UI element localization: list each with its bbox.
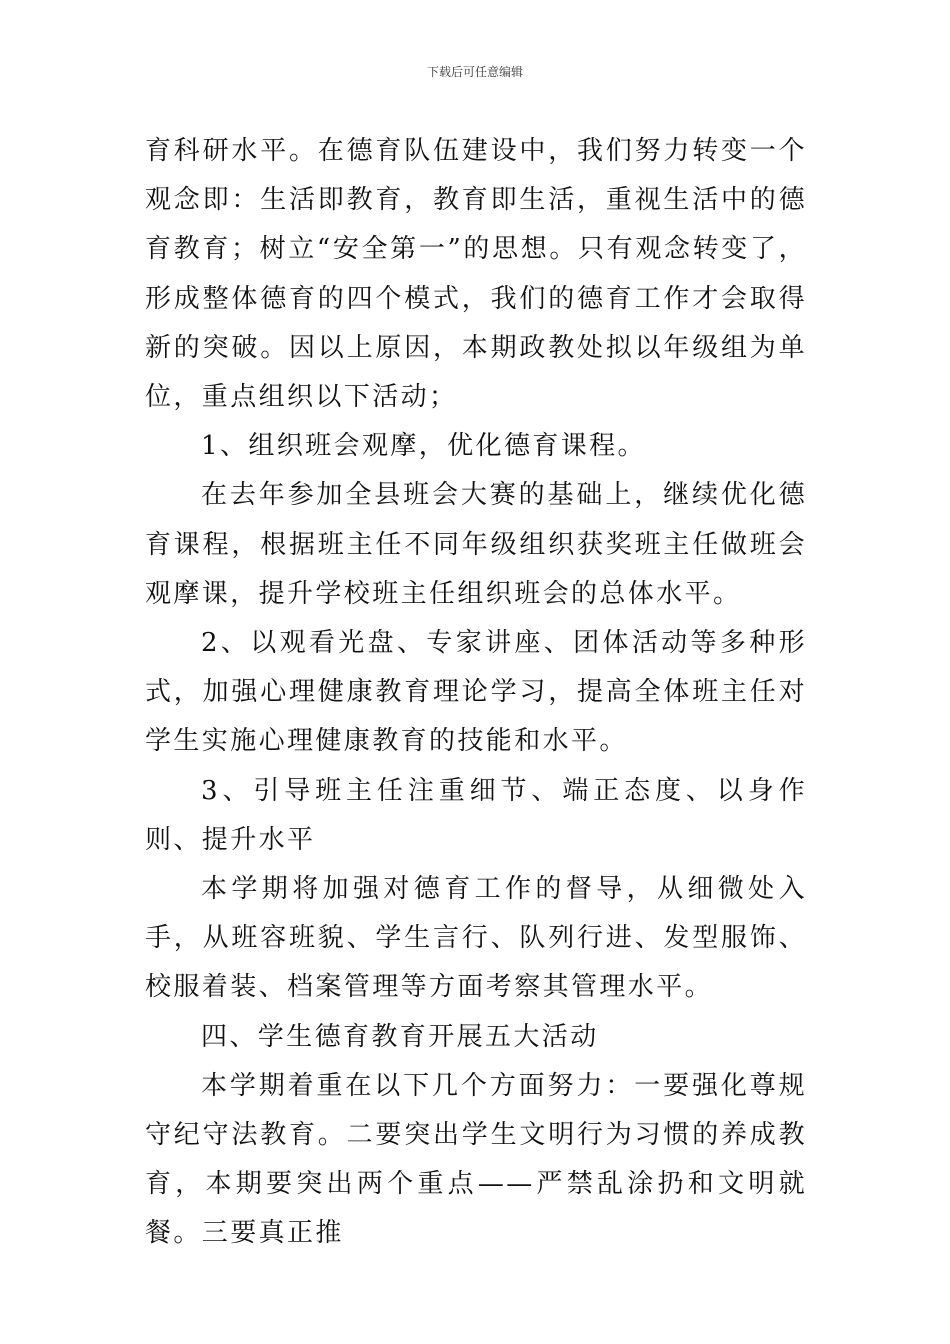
paragraph: 在去年参加全县班会大赛的基础上，继续优化德育课程，根据班主任不同年级组织获奖班主任做班会观摩课，提升学校班主任组织班会的总体水平。 (145, 480, 807, 609)
paragraph-continuation: 育科研水平。在德育队伍建设中，我们努力转变一个观念即：生活即教育，教育即生活，重视生活中的德育教育；树立“安全第一”的思想。只有观念转变了，形成整体德育的四个模式，我们的德育工作才会取得新的突破。因以上原因，本期政教处拟以年级组为单位，重点组织以下活动； (145, 136, 807, 413)
page-header: 下载后可任意编辑 (426, 65, 523, 79)
paragraph: 本学期着重在以下几个方面努力：一要强化尊规守纪守法教育。二要突出学生文明行为习惯的养成教育，本期要突出两个重点——严禁乱涂扔和文明就餐。三要真正推 (145, 1070, 807, 1249)
section-heading: 四、学生德育教育开展五大活动 (201, 1021, 599, 1052)
paragraph: 本学期将加强对德育工作的督导，从细微处入手，从班容班貌、学生言行、队列行进、发型服饰、校服着装、档案管理等方面考察其管理水平。 (145, 874, 807, 1003)
list-item-heading-1: 1、组织班会观摩，优化德育课程。 (201, 431, 646, 462)
list-item-2: 2、以观看光盘、专家讲座、团体活动等多种形式，加强心理健康教育理论学习，提高全体班主任对学生实施心理健康教育的技能和水平。 (145, 628, 807, 757)
list-item-heading-3: 3、引导班主任注重细节、端正态度、以身作则、提升水平 (145, 775, 807, 855)
document-body (145, 127, 807, 1259)
